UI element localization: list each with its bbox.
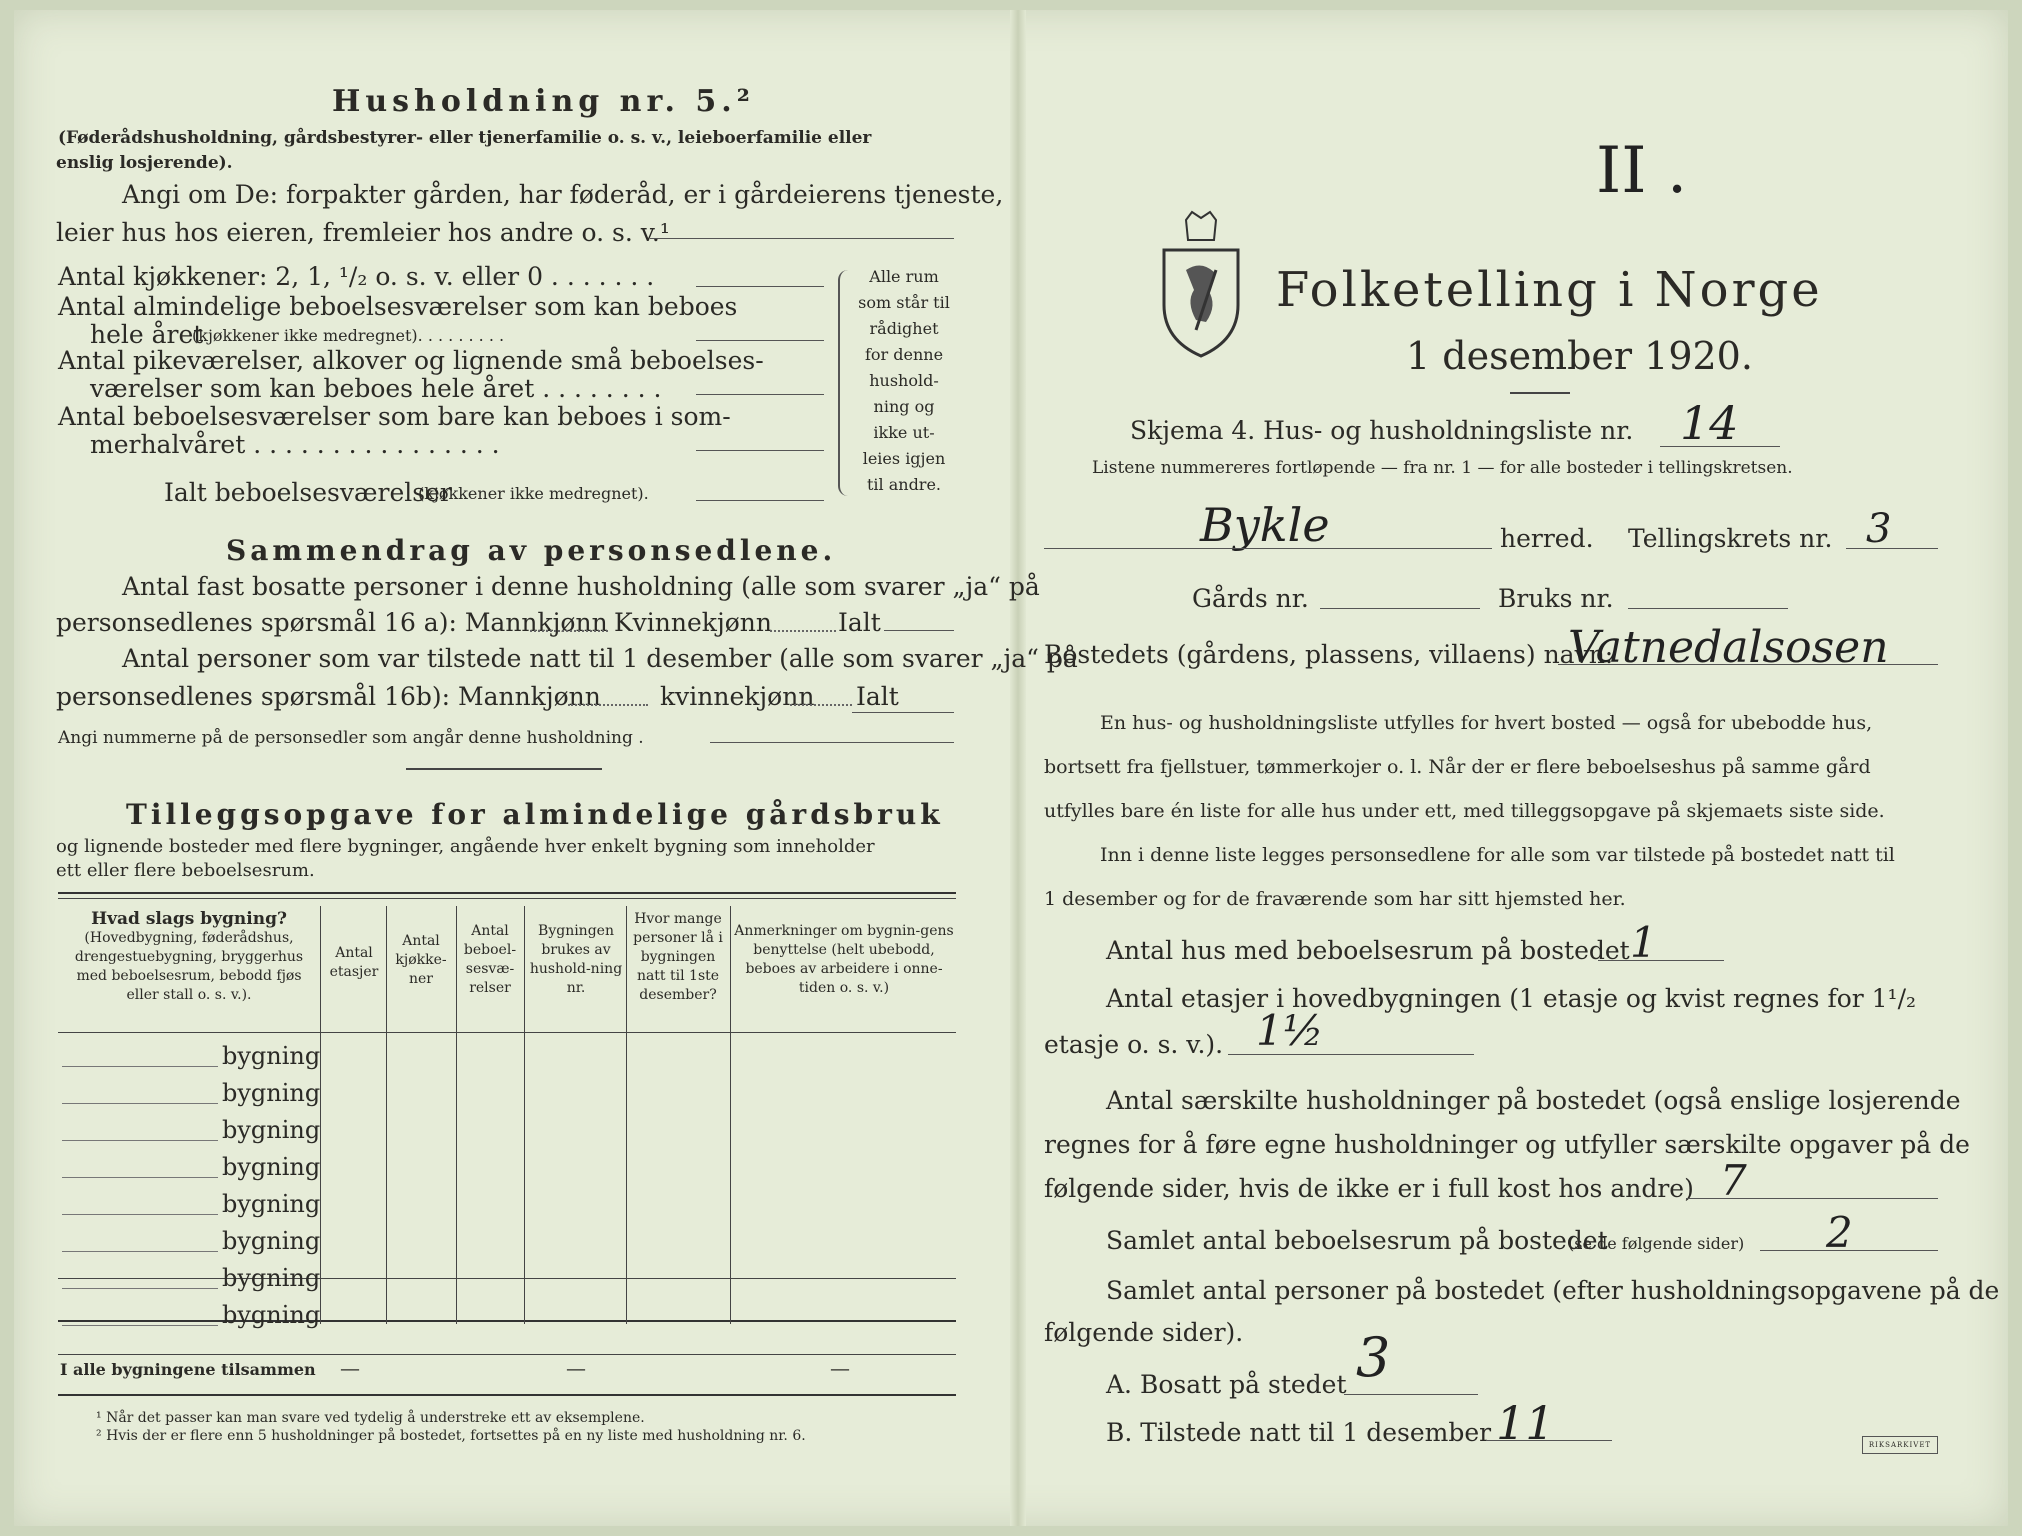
side-note-line: som står til — [858, 293, 950, 312]
rooms-kjokkener: Antal kjøkkener: 2, 1, ¹/₂ o. s. v. eller 0 . . . . . . . — [58, 262, 655, 291]
q-hus-label: Antal hus med beboelsesrum på bostedet — [1106, 936, 1630, 965]
table-row: bygning — [222, 1190, 321, 1218]
kvinne2-answer-line — [790, 704, 852, 706]
side-note-line: ikke ut- — [873, 423, 935, 442]
side-note-line: til andre. — [866, 475, 942, 494]
rooms-pike-1: Antal pikeværelser, alkover og lignende små beboelses- — [58, 346, 764, 375]
b-line — [1486, 1440, 1612, 1441]
q-hush-1: Antal særskilte husholdninger på bostedet (også enslige losjerende — [1106, 1086, 1961, 1115]
bosted-label: Bostedets (gårdens, plassens, villaens) navn: — [1044, 640, 1614, 669]
rooms-ialt: Ialt beboelsesværelser — [164, 478, 452, 507]
rooms-side-note — [858, 264, 950, 498]
table-row: bygning — [222, 1042, 321, 1070]
listing-note: Listene nummereres fortløpende — fra nr. 1 — for alle bosteder i tellingskretsen. — [1092, 458, 1793, 478]
archive-stamp: RIKSARKIVET — [1862, 1436, 1938, 1454]
footnote-2: ² Hvis der er flere enn 5 husholdninger på bostedet, fortsettes på en ny liste med husholdning nr. 6. — [96, 1428, 806, 1444]
col-header-etasjer: Antal etasjer — [329, 945, 379, 980]
addendum-desc-2: ett eller flere beboelsesrum. — [56, 860, 315, 881]
krets-value: 3 — [1866, 506, 1892, 552]
gards-label: Gårds nr. — [1192, 584, 1309, 613]
summary-line-4a: personsedlenes spørsmål 16b): Mannkjønn — [56, 682, 601, 711]
col-header-anmerkninger: Anmerkninger om bygnin-gens benyttelse (helt ubebodd, beboes av arbeidere i onne-tiden o. s. v.) — [734, 923, 954, 996]
ialt1-answer-line — [884, 630, 954, 631]
herred-label: herred. — [1500, 524, 1594, 553]
b-value: 11 — [1496, 1396, 1555, 1450]
bruks-line — [1628, 608, 1788, 609]
q-pers-1: Samlet antal personer på bostedet (efter husholdningsopgavene på de — [1106, 1276, 2000, 1305]
a-value: 3 — [1356, 1326, 1391, 1389]
angi-answer-line — [650, 238, 954, 239]
household-title: Husholdning nr. 5.² — [332, 84, 755, 119]
rooms-sommer-1: Antal beboelsesværelser som bare kan beboes i som- — [58, 402, 731, 431]
q-rum-line — [1760, 1250, 1938, 1251]
rooms-sommer-2: merhalvåret . . . . . . . . . . . . . . . . — [90, 430, 500, 459]
a-line — [1344, 1394, 1478, 1395]
ialt2-answer-line — [852, 712, 954, 713]
q-hush-line — [1686, 1198, 1938, 1199]
q-hush-3: følgende sider, hvis de ikke er i full kost hos andre) — [1044, 1174, 1694, 1203]
col-header-beboelsesrum: Antal beboel-sesvæ-relser — [463, 923, 517, 996]
col-header-building-title: Hvad slags bygning? — [91, 909, 287, 929]
footnote-1: ¹ Når det passer kan man svare ved tydelig å understreke ett av eksemplene. — [96, 1410, 645, 1426]
rooms-brace — [838, 270, 854, 496]
alm-answer-line — [696, 340, 824, 341]
q-etasjer-1: Antal etasjer i hovedbygningen (1 etasje og kvist regnes for 1¹/₂ — [1106, 984, 1917, 1013]
q-etasjer-line — [1228, 1054, 1474, 1055]
summary-line-4c: Ialt — [856, 682, 899, 711]
instruction-5: 1 desember og for de fraværende som har sitt hjemsted her. — [1044, 888, 1626, 910]
buildings-table — [58, 892, 956, 1329]
rooms-alm-2: hele året — [90, 320, 204, 349]
rooms-pike-2: værelser som kan beboes hele året . . . . . . . . — [90, 374, 662, 403]
summary-line-5: Angi nummerne på de personsedler som angår denne husholdning . — [58, 728, 644, 748]
q-hus-line — [1598, 960, 1724, 961]
side-note-line: Alle rum — [869, 267, 939, 286]
col-header-husholdning: Bygningen brukes av hushold-ning nr. — [529, 923, 623, 996]
bosted-line — [1558, 664, 1938, 665]
summary-line-2c: Ialt — [838, 608, 881, 637]
q-hush-value: 7 — [1720, 1156, 1747, 1205]
kjokkener-answer-line — [696, 286, 824, 287]
side-note-line: rådighet — [869, 319, 939, 338]
gards-line — [1320, 608, 1480, 609]
rooms-ialt-small: (kjøkkener ikke medregnet). — [418, 484, 649, 503]
total-top-line — [58, 1354, 956, 1355]
side-note-line: hushold- — [869, 371, 939, 390]
table-row: bygning — [222, 1227, 321, 1255]
pike-answer-line — [696, 394, 824, 395]
total-dash-anmerkninger: — — [830, 1356, 850, 1380]
total-dash-etasjer: — — [340, 1356, 360, 1380]
col-header-personer: Hvor mange personer lå i bygningen natt til 1ste desember? — [633, 911, 723, 1003]
household-desc-1: (Føderådshusholdning, gårdsbestyrer- eller tjenerfamilie o. s. v., leieboerfamilie eller — [58, 128, 872, 148]
a-label: A. Bosatt på stedet — [1106, 1370, 1347, 1399]
total-label: I alle bygningene tilsammen — [60, 1360, 316, 1379]
b-label: B. Tilstede natt til 1 desember — [1106, 1418, 1492, 1447]
addendum-desc-1: og lignende bosteder med flere bygninger, angående hver enkelt bygning som inneholder — [56, 836, 875, 857]
q-pers-2: følgende sider). — [1044, 1318, 1244, 1347]
q-rum-small: (se de følgende sider) — [1568, 1234, 1745, 1253]
instruction-4: Inn i denne liste legges personsedlene for alle som var tilstede på bostedet natt til — [1100, 844, 1895, 866]
summary-line-2a: personsedlenes spørsmål 16 a): Mannkjønn — [56, 608, 608, 637]
sommer-answer-line — [696, 450, 824, 451]
schema-label: Skjema 4. Hus- og husholdningsliste nr. — [1130, 416, 1634, 445]
table-row: bygning — [222, 1301, 321, 1329]
household-desc-2: enslig losjerende). — [56, 153, 233, 173]
herred-line — [1044, 548, 1492, 549]
form-title: Folketelling i Norge — [1276, 262, 1823, 318]
total-dash-husholdning: — — [566, 1356, 586, 1380]
bruks-label: Bruks nr. — [1498, 584, 1614, 613]
nummer-answer-line — [710, 742, 954, 743]
table-row: bygning — [222, 1079, 321, 1107]
total-bottom-line — [58, 1394, 956, 1396]
addendum-title: Tilleggsopgave for almindelige gårdsbruk — [126, 798, 944, 831]
roman-mark: II . — [1596, 134, 1688, 208]
col-header-kjokkener: Antal kjøkke-ner — [395, 933, 447, 987]
side-note-line: ning og — [873, 397, 935, 416]
summary-line-2b: Kvinnekjønn — [614, 608, 772, 637]
page-fold — [1010, 10, 1026, 1526]
instruction-3: utfylles bare én liste for alle hus under ett, med tilleggsopgave på skjemaets siste side. — [1044, 800, 1885, 822]
q-hus-value: 1 — [1630, 918, 1657, 967]
krets-label: Tellingskrets nr. — [1628, 524, 1833, 553]
summary-title: Sammendrag av personsedlene. — [226, 534, 837, 567]
q-etasjer-value: 1½ — [1256, 1006, 1324, 1055]
q-rum-value: 2 — [1826, 1208, 1853, 1257]
side-note-line: for denne — [864, 345, 944, 364]
section-divider — [406, 768, 602, 770]
summary-line-1: Antal fast bosatte personer i denne husholdning (alle som svarer „ja“ på — [122, 572, 1040, 601]
schema-nr: 14 — [1680, 396, 1739, 450]
q-rum-label: Samlet antal beboelsesrum på bostedet — [1106, 1226, 1608, 1255]
rooms-alm-1: Antal almindelige beboelsesværelser som kan beboes — [58, 292, 738, 321]
mann-answer-line — [530, 630, 608, 632]
q-hush-2: regnes for å føre egne husholdninger og utfyller særskilte opgaver på de — [1044, 1130, 1970, 1159]
mann2-answer-line — [568, 704, 648, 706]
summary-line-3: Antal personer som var tilstede natt til 1 desember (alle som svarer „ja“ på — [122, 644, 1078, 673]
table-row: bygning — [222, 1264, 321, 1292]
title-divider — [1510, 392, 1570, 394]
col-header-building — [60, 910, 318, 1005]
form-date: 1 desember 1920. — [1406, 334, 1753, 378]
angi-line-2: leier hus hos eieren, fremleier hos andre o. s. v.¹ — [56, 218, 670, 247]
table-row: bygning — [222, 1116, 321, 1144]
summary-line-4b: kvinnekjønn — [660, 682, 815, 711]
coat-of-arms-icon — [1156, 210, 1246, 360]
kvinne-answer-line — [770, 630, 836, 632]
ialt-answer-line — [696, 500, 824, 501]
table-row: bygning — [222, 1153, 321, 1181]
instruction-1: En hus- og husholdningsliste utfylles for hvert bosted — også for ubebodde hus, — [1100, 712, 1873, 734]
col-header-building-detail: (Hovedbygning, føderådshus, drengestuebygning, bryggerhus med beboelsesrum, bebodd fjøs eller stall o. s. v.). — [74, 930, 304, 1003]
instruction-2: bortsett fra fjellstuer, tømmerkojer o. l. Når der er flere beboelseshus på samme gård — [1044, 756, 1871, 778]
q-etasjer-2: etasje o. s. v.). — [1044, 1030, 1224, 1059]
herred-value: Bykle — [1200, 498, 1330, 552]
angi-line-1: Angi om De: forpakter gården, har føderåd, er i gårdeierens tjeneste, — [122, 180, 1004, 209]
schema-nr-line — [1660, 446, 1780, 447]
rooms-alm-2-small: (kjøkkener ikke medregnet). . . . . . . . . — [192, 326, 505, 345]
bosted-value: Vatnedalsosen — [1568, 622, 1889, 673]
side-note-line: leies igjen — [862, 449, 946, 468]
krets-line — [1846, 548, 1938, 549]
